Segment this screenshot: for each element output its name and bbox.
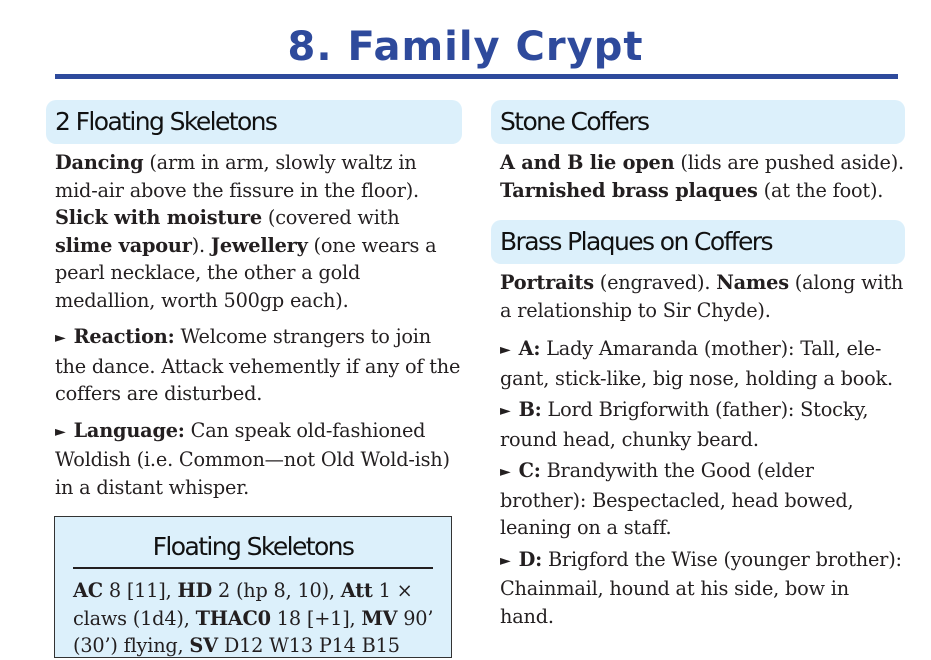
text-run: (along with a relationship to Sir Chyde). bbox=[500, 271, 904, 322]
bullet-label: B: bbox=[518, 398, 542, 421]
section-heading-brass-plaques: Brass Plaques on Coffers bbox=[491, 220, 905, 264]
stat-label: MV bbox=[361, 606, 398, 630]
plaques-intro bbox=[500, 269, 905, 324]
stat-label: HD bbox=[177, 579, 213, 602]
bold-term: Slick with moisture bbox=[55, 206, 262, 229]
stat-value: 1 × claws (1d4), bbox=[73, 579, 413, 630]
bullet-text: Lady Amaranda (mother): Tall, ele-gant, stick-like, big nose, holding a book. bbox=[500, 337, 893, 390]
stat-value: 90’ (30’) flying, bbox=[73, 606, 434, 657]
bullet-plaque-c bbox=[500, 457, 905, 542]
bold-term: A and B lie open bbox=[500, 151, 675, 174]
stat-block-divider bbox=[73, 567, 433, 569]
bold-term: Portraits bbox=[500, 271, 594, 294]
coffers-description bbox=[500, 149, 905, 204]
text-run: ). bbox=[191, 233, 211, 257]
bullet-text: Can speak old-fashioned Woldish (i.e. Common—not Old Wold-ish) in a distant whisper. bbox=[55, 418, 450, 499]
bold-term: slime vapour bbox=[55, 233, 192, 257]
stat-label: AC bbox=[73, 579, 103, 602]
text-run: (covered with bbox=[261, 206, 400, 229]
left-column bbox=[46, 100, 462, 501]
section-heading-floating-skeletons: 2 Floating Skeletons bbox=[46, 100, 462, 144]
bullet-arrow-icon: ► bbox=[55, 423, 66, 440]
bullet-arrow-icon: ► bbox=[55, 330, 66, 346]
bullet-label: Reaction: bbox=[73, 325, 175, 348]
bullet-arrow-icon: ► bbox=[500, 464, 511, 480]
bold-term: Names bbox=[716, 271, 789, 294]
bullet-plaque-d bbox=[500, 546, 905, 631]
text-run: (lids are pushed aside). bbox=[674, 151, 904, 174]
stat-label: Att bbox=[340, 579, 373, 602]
stat-value: 2 (hp 8, 10), bbox=[212, 579, 341, 602]
page-title: 8. Family Crypt bbox=[287, 24, 644, 70]
title-divider bbox=[55, 74, 898, 79]
bold-term: Tarnished brass plaques bbox=[500, 178, 758, 202]
skeletons-description bbox=[55, 149, 462, 314]
bullet-label: C: bbox=[518, 459, 541, 482]
bullet-label: Language: bbox=[73, 418, 185, 442]
bullet-reaction bbox=[55, 323, 462, 408]
section-heading-stone-coffers: Stone Coffers bbox=[491, 100, 905, 144]
stat-block-title: Floating Skeletons bbox=[152, 532, 354, 561]
text-run: (engraved). bbox=[593, 271, 717, 294]
bullet-plaque-a bbox=[500, 335, 905, 392]
stat-label: THAC0 bbox=[195, 606, 271, 630]
stat-block-box bbox=[54, 516, 452, 658]
stat-label: SV bbox=[189, 634, 218, 657]
bullet-label: D: bbox=[518, 547, 543, 571]
bullet-label: A: bbox=[518, 337, 541, 360]
bold-term: Dancing bbox=[55, 151, 144, 174]
bullet-arrow-icon: ► bbox=[500, 552, 511, 569]
text-run: (arm in arm, slowly waltz in mid-air above the fissure in the floor). bbox=[55, 151, 419, 202]
right-column bbox=[491, 100, 905, 630]
bullet-text: Brigford the Wise (younger brother): Chainmail, hound at his side, bow in hand. bbox=[500, 547, 902, 628]
bullet-text: Welcome strangers to join the dance. Attack vehemently if any of the coffers are disturbed. bbox=[55, 325, 461, 405]
stat-block-text bbox=[73, 577, 451, 660]
text-run: (one wears a pearl necklace, the other a gold medallion, worth 500gp each). bbox=[55, 233, 437, 312]
bullet-text: Brandywith the Good (elder brother): Bespectacled, head bowed, leaning on a staff. bbox=[500, 459, 854, 539]
stat-value: 18 [+1], bbox=[270, 606, 362, 630]
bullet-text: Lord Brigforwith (father): Stocky, round head, chunky beard. bbox=[500, 398, 869, 451]
bullet-language bbox=[55, 417, 462, 502]
bold-term: Jewellery bbox=[210, 233, 308, 257]
bullet-arrow-icon: ► bbox=[500, 342, 511, 358]
text-run: (at the foot). bbox=[757, 178, 884, 202]
stat-value: 8 [11], bbox=[102, 579, 178, 602]
stat-value: D12 W13 P14 B15 bbox=[217, 634, 400, 657]
bullet-arrow-icon: ► bbox=[500, 403, 511, 419]
bullet-plaque-b bbox=[500, 396, 905, 453]
